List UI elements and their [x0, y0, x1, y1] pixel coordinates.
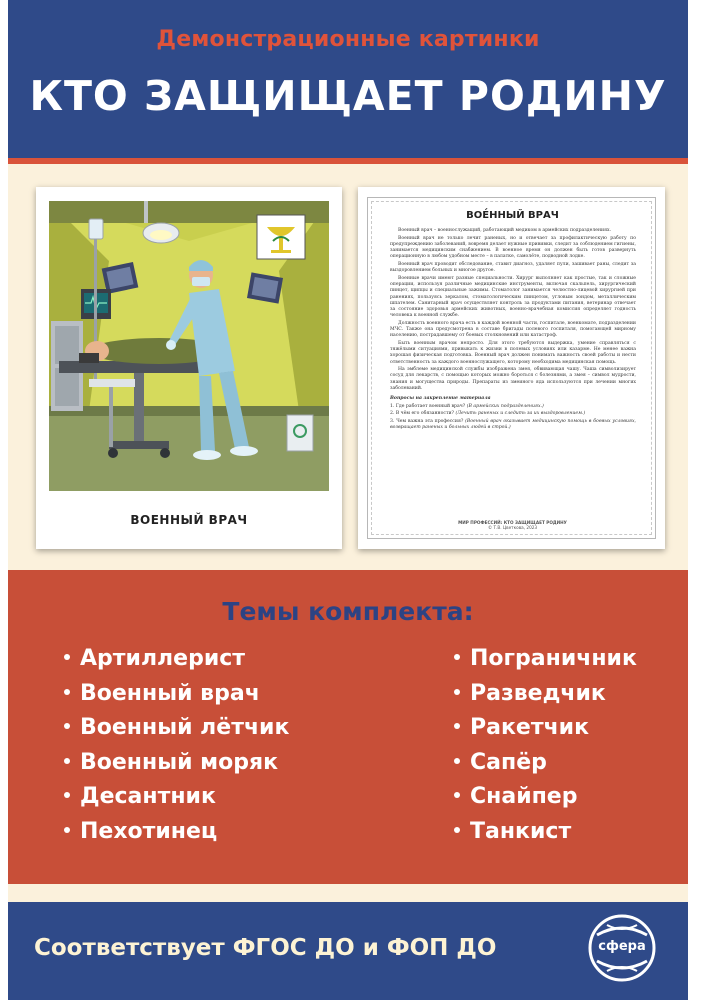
question-item: 3. Чем важна эта профессия? (Военный врач оказывает медицинскую помощь в боевых условиях, возвращает раненых и больных людей в строй.)	[390, 419, 636, 431]
text-card-footer	[368, 520, 657, 530]
text-card-frame	[367, 197, 656, 539]
themes-title: Темы комплекта:	[222, 597, 474, 626]
footer-copyright: © Т.В. Цветкова, 2023	[487, 525, 538, 530]
cover-page	[8, 0, 688, 1000]
theme-item: Сапёр	[454, 750, 637, 785]
header	[8, 0, 688, 158]
text-card-title: ВОЕ́ННЫЙ ВРАЧ	[466, 210, 559, 221]
picture-card-caption: ВОЕННЫЙ ВРАЧ	[130, 513, 248, 527]
footer-stripe	[8, 884, 688, 896]
text-paragraph: Быть военным врачом непросто. Для этого требуются выдержка, умение справляться с тяжёлыми ситуациями, привыкать к жизни в полевых условиях или казарме. Не менее важна хорошая физическая подготовка. Военный врач должен понимать важность своей работы и нести ответственность за каждого военнослужащего, которому необходима медицинская помощь.	[390, 340, 636, 365]
theme-item: Пехотинец	[64, 819, 289, 854]
theme-item: Ракетчик	[454, 715, 637, 750]
header-title: КТО ЗАЩИЩАЕТ РОДИНУ	[29, 72, 667, 120]
theme-item: Пограничник	[454, 646, 637, 681]
theme-item: Танкист	[454, 819, 637, 854]
window-right	[247, 272, 283, 303]
footer-series: МИР ПРОФЕССИЙ: КТО ЗАЩИЩАЕТ РОДИНУ	[458, 520, 567, 525]
publisher-logo-text: сфера	[598, 939, 646, 954]
text-paragraph: Должность военного врача есть в каждой военной части, госпитале, военкомате, подразделении МЧС. Также она предусмотрена в составе бригады полевого госпиталя, помогающей мирному населению, пострадавшему от боевых столкновений или катастроф.	[390, 320, 636, 339]
question-item: 2. В чём его обязанности? (Лечить раненых и следить за их выздоровлением.)	[390, 411, 586, 417]
theme-item: Военный врач	[64, 681, 289, 716]
theme-item: Снайпер	[454, 784, 637, 819]
text-card-body	[390, 228, 636, 433]
header-stripe	[8, 158, 688, 164]
medical-emblem-icon	[257, 215, 305, 259]
question-item: 1. Где работает военный врач? (В армейских подразделениях.)	[390, 403, 544, 409]
themes-list-right	[454, 646, 637, 854]
theme-item: Артиллерист	[64, 646, 289, 681]
theme-item: Военный лётчик	[64, 715, 289, 750]
header-subtitle: Демонстрационные картинки	[156, 27, 540, 52]
text-card	[358, 187, 665, 549]
theme-item: Военный моряк	[64, 750, 289, 785]
publisher-logo	[587, 913, 657, 983]
text-paragraph: Военные врачи имеют разные специальности. Хирург выполняет как простые, так и сложные операции, используя различные медицинские инструменты, включая скальпель, хирургический пинцет, щипцы и специальные зажимы. Стоматолог занимается челюстно-лицевой хирургией при ранениях, пользуясь зеркалом, стоматологическим пинцетом, угловым зондом, металлическим шпателем. Санитарный врач осуществляет контроль за продуктами питания, ветеринар отвечает за состояние здоровья армейских животных, военно-врачебная комиссия определяет годность человека к военной службе.	[390, 275, 636, 319]
text-paragraph: Военный врач не только лечит раненых, но и отвечает за профилактическую работу по предупреждению заболеваний, вовремя делает нужные прививки, следит за соблюдением гигиены, занимается медицинским снабжением. В военное время он должен быть готов развернуть операционную в любом удобном месте – в палатке, самолёте, подводной лодке.	[390, 235, 636, 260]
military-doctor-illustration	[49, 201, 329, 491]
themes-list-left	[64, 646, 289, 854]
text-paragraph: На эмблеме медицинской службы изображена змея, обвивающая чашу. Чаша символизирует сосуд для лекарств, с помощью которых можно бороться с болезнями, а змея – символ мудрости, знания и могущества природы. Препараты из змеиного яда используются при лечении многих заболеваний.	[390, 367, 636, 391]
text-paragraph: Военный врач – военнослужащий, работающий медиком в армейских подразделениях.	[398, 228, 612, 233]
theme-item: Десантник	[64, 784, 289, 819]
picture-card	[36, 187, 342, 549]
recycle-bin-icon	[287, 415, 313, 451]
themes-panel	[8, 570, 688, 884]
text-paragraph: Военный врач проводит обследование, ставит диагноз, удаляет пули, зашивает раны, следит за выздоровлением больных и многое другое.	[390, 262, 636, 274]
theme-item: Разведчик	[454, 681, 637, 716]
footer-standard-text: Соответствует ФГОС ДО и ФОП ДО	[34, 935, 497, 961]
questions-heading: Вопросы на закрепление материала	[390, 396, 491, 402]
footer	[8, 902, 688, 1000]
